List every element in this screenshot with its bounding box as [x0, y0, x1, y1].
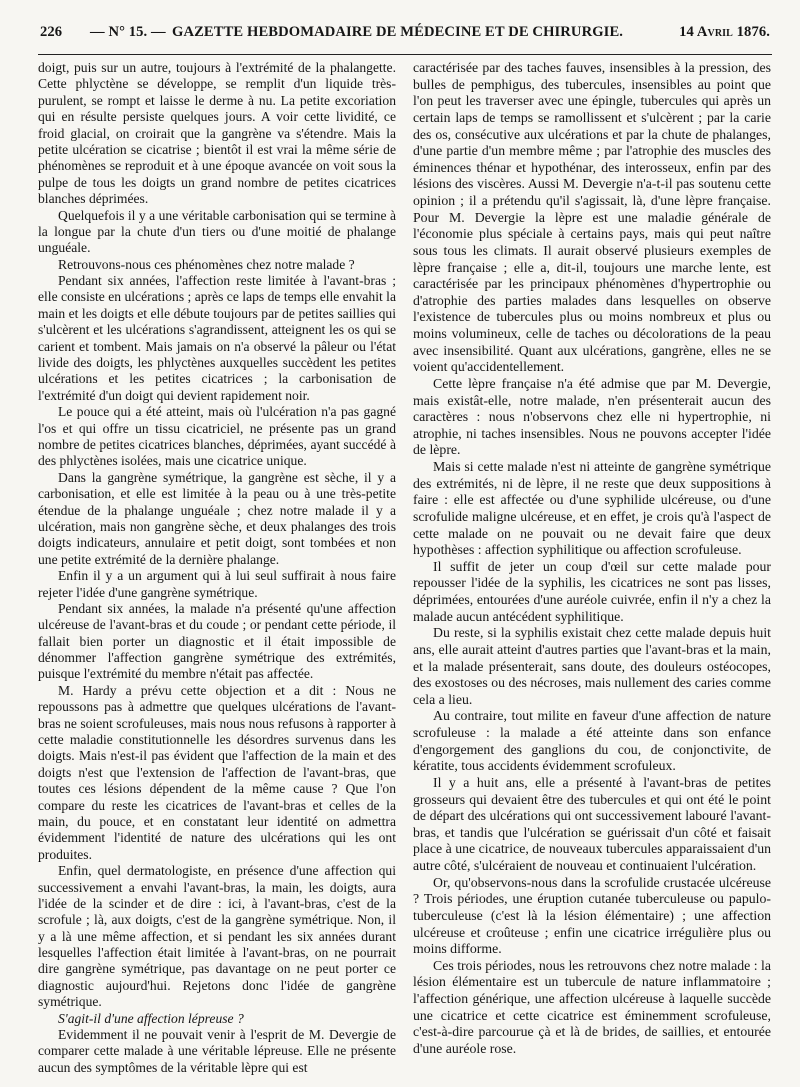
- running-header: [40, 24, 770, 52]
- left-column: [38, 60, 396, 1076]
- paragraph: Evidemment il ne pouvait venir à l'esprit de M. Devergie de comparer cette malade à une véritable lépreuse. Elle ne présente aucun des symptômes de la véritable lèpre qui est: [38, 1027, 396, 1075]
- paragraph: Dans la gangrène symétrique, la gangrène est sèche, il y a carbonisation, et elle est limitée à la peau ou à une très-petite étendue de la phalange unguéale ; chez notre malade il y a ulcération, mais non gangrène sèche, et deux phalanges des trois doigts indicateurs, annulaire et petit doigt, sont tombées et non une petite extrémité de la dernière phalange.: [38, 469, 396, 567]
- paragraph: Quelquefois il y a une véritable carbonisation qui se termine à la longue par la chute d'un tiers ou d'une moitié de phalange unguéale.: [38, 207, 396, 256]
- paragraph: M. Hardy a prévu cette objection et a dit : Nous ne repoussons pas à admettre que quelques ulcérations de l'avant-bras ne soient scrofuleuses, mais nous nous refusons à rapporter à cette maladie constitutionnelle les désordres survenus dans les doigts. Mais n'est-il pas évident que l'affection de la main et des doigts n'est que l'extension de l'affection de l'avant-bras, que toutes ces lésions dépendent de la même cause ? Que l'on compare du reste les cicatrices de l'avant-bras et celles de la main, du pouce, et en constatant leur identité on admettra évidemment l'identité de nature des ulcérations qui les ont produites.: [38, 682, 396, 862]
- header-rule: [38, 54, 772, 55]
- paragraph: doigt, puis sur un autre, toujours à l'extrémité de la phalangette. Cette phlyctène se développe, se remplit d'un liquide très-purulent, se rompt et laisse le derme à nu. La petite excoriation qui en résulte persiste quelques jours. A voir cette lividité, ce froid glacial, on croirait que la gangrène va s'étendre. Mais la petite ulcération se cicatrise ; bientôt il est vrai la même série de phénomènes se reproduit et à une époque avancée on voit sous la pulpe de tous les doigts un grand nombre de petites cicatrices blanches déprimées.: [38, 60, 396, 207]
- paragraph: Mais si cette malade n'est ni atteinte de gangrène symétrique des extrémités, ni de lèpre, il ne reste que deux suppositions à faire : elle est affectée ou d'une syphilide ulcéreuse, ou d'une scrofulide maligne ulcéreuse, et en effet, je crois qu'à l'aspect de cette malade on ne pouvait ou ne devait faire que deux hypothèses : affection syphilitique ou affection scrofuleuse.: [413, 459, 771, 558]
- paragraph: Pendant six années, la malade n'a présenté qu'une affection ulcéreuse de l'avant-bras et du coude ; or pendant cette période, il fallait bien porter un diagnostic et il était impossible de dénommer l'affection gangrène symétrique des extrémités, puisque l'extrémité du membre n'était pas affectée.: [38, 600, 396, 682]
- issue-number: — N° 15. —: [90, 24, 166, 40]
- paragraph: Il y a huit ans, elle a présenté à l'avant-bras de petites grosseurs qui devaient être des tubercules et qui ont été le point de départ des ulcérations qui ont successivement labouré l'avant-bras, et tandis que l'ulcération se guérissait d'un côté et faisait place à une cicatrice, de nouveaux tubercules apparaissaient d'un autre côté, s'ulcéraient de nouveau et continuaient l'ulcération.: [413, 774, 771, 873]
- paragraph: Enfin, quel dermatologiste, en présence d'une affection qui successivement a envahi l'avant-bras, la main, les doigts, aura l'idée de la scinder et de dire : ici, à l'avant-bras, c'est de la scrofule ; là, aux doigts, c'est de la gangrène symétrique. Non, il y a là une même affection, et si pendant les six années durant lesquelles l'affection était limitée à l'avant-bras, on ne pourrait dire gangrène symétrique, pas davantage on ne peut porter ce diagnostic aujourd'hui. Rejetons donc l'idée de gangrène symétrique.: [38, 863, 396, 1010]
- paragraph: Cette lèpre française n'a été admise que par M. Devergie, mais existât-elle, notre malade, n'en présenterait aucun des caractères : nous n'observons chez elle ni hypertrophie, ni atrophie, ni taches insensibles. Nous ne pouvons accepter l'idée de lèpre.: [413, 375, 771, 458]
- paragraph: Or, qu'observons-nous dans la scrofulide crustacée ulcéreuse ? Trois périodes, une éruption cutanée tuberculeuse ou papulo-tuberculeuse (c'est là la lésion élémentaire) ; une affection ulcéreuse et croûteuse ; enfin une cicatrice irrégulière plus ou moins difforme.: [413, 874, 771, 957]
- paragraph: Du reste, si la syphilis existait chez cette malade depuis huit ans, elle aurait atteint d'autres parties que l'avant-bras et la main, et la malade présenterait, sans doute, des douleurs ostéocopes, des exostoses ou des nécroses, mais nullement des caries comme cela a lieu.: [413, 625, 771, 707]
- paragraph: Ces trois périodes, nous les retrouvons chez notre malade : la lésion élémentaire est un tubercule de nature inflammatoire ; l'affection générique, une affection ulcéreuse à laquelle succède une cicatrice et cette cicatrice est éminemment scrofuleuse, c'est-à-dire parcourue çà et là de brides, de saillies, et entourée d'une auréole rose.: [413, 957, 771, 1056]
- journal-title: GAZETTE HEBDOMADAIRE DE MÉDECINE ET DE CHIRURGIE.: [172, 24, 624, 40]
- right-column: [413, 60, 771, 1058]
- paragraph: caractérisée par des taches fauves, insensibles à la pression, des bulles de pemphigus, des tubercules, insensibles au point que l'on peut les traverser avec une épingle, tubercules qui après un certain laps de temps se ramollissent et s'ulcèrent ; par la carie des os, consécutive aux ulcérations et par la chute de phalanges, d'une partie d'un membre même ; par l'atrophie des muscles des éminences thénar et hypothénar, des interosseux, enfin par des lésions des viscères. Aussi M. Devergie n'a-t-il pas soutenu cette opinion ; il a prétendu qu'il s'agissait, là, d'une lèpre française. Pour M. Devergie la lèpre est une maladie générale de l'économie plus spéciale à certains pays, mais qui peut naître sous tous les climats. Il aurait observé plusieurs exemples de lèpre française ; elle a, dit-il, toujours une marche lente, est caractérisée par les principaux phénomènes d'hypertrophie ou d'atrophie des parties malades dans lesquelles on observe l'existence de tubercules plus ou moins nombreux et plus ou moins volumineux, celle de taches ou décolorations de la peau avec insensibilité. Quant aux ulcérations, gangrène, elles ne se voient qu'accidentellement.: [413, 60, 771, 375]
- paragraph: Pendant six années, l'affection reste limitée à l'avant-bras ; elle consiste en ulcérations ; après ce laps de temps elle envahit la main et les doigts et elle débute toujours par de petites saillies qui s'ulcèrent et les ulcérations s'agrandissent, atteignent les os qui se carient et tombent. Mais jamais on n'a observé la pâleur ou l'état livide des doigts, les phlyctènes auxquelles succèdent les petites ulcérations et les petites cicatrices ; la carbonisation de l'extrémité d'un doigt qui devient rapidement noir.: [38, 273, 396, 403]
- paragraph: Enfin il y a un argument qui à lui seul suffirait à nous faire rejeter l'idée d'une gangrène symétrique.: [38, 568, 396, 600]
- paragraph: Au contraire, tout milite en faveur d'une affection de nature scrofuleuse : la malade a été atteinte dans son enfance d'engorgement des ganglions du cou, de conjonctivite, de kératite, tous accidents évidemment scrofuleux.: [413, 708, 771, 774]
- paragraph: Retrouvons-nous ces phénomènes chez notre malade ?: [58, 256, 355, 272]
- paragraph: Le pouce qui a été atteint, mais où l'ulcération n'a pas gagné l'os et qui offre un tissu cicatriciel, ne présente pas un grand nombre de petites cicatrices blanches, déprimées, ayant succédé à des phlyctènes isolées, mais une cicatrice unique.: [38, 404, 396, 469]
- issue-date: 14 Avril 1876.: [679, 24, 770, 40]
- page-number: 226: [40, 24, 63, 40]
- section-question: S'agit-il d'une affection lépreuse ?: [58, 1010, 244, 1026]
- paragraph: Il suffit de jeter un coup d'œil sur cette malade pour repousser l'idée de la syphilis, les cicatrices ne sont pas lisses, déprimées, entourées d'une auréole cuivrée, enfin il n'y a chez la malade aucun antécédent syphilitique.: [413, 558, 771, 624]
